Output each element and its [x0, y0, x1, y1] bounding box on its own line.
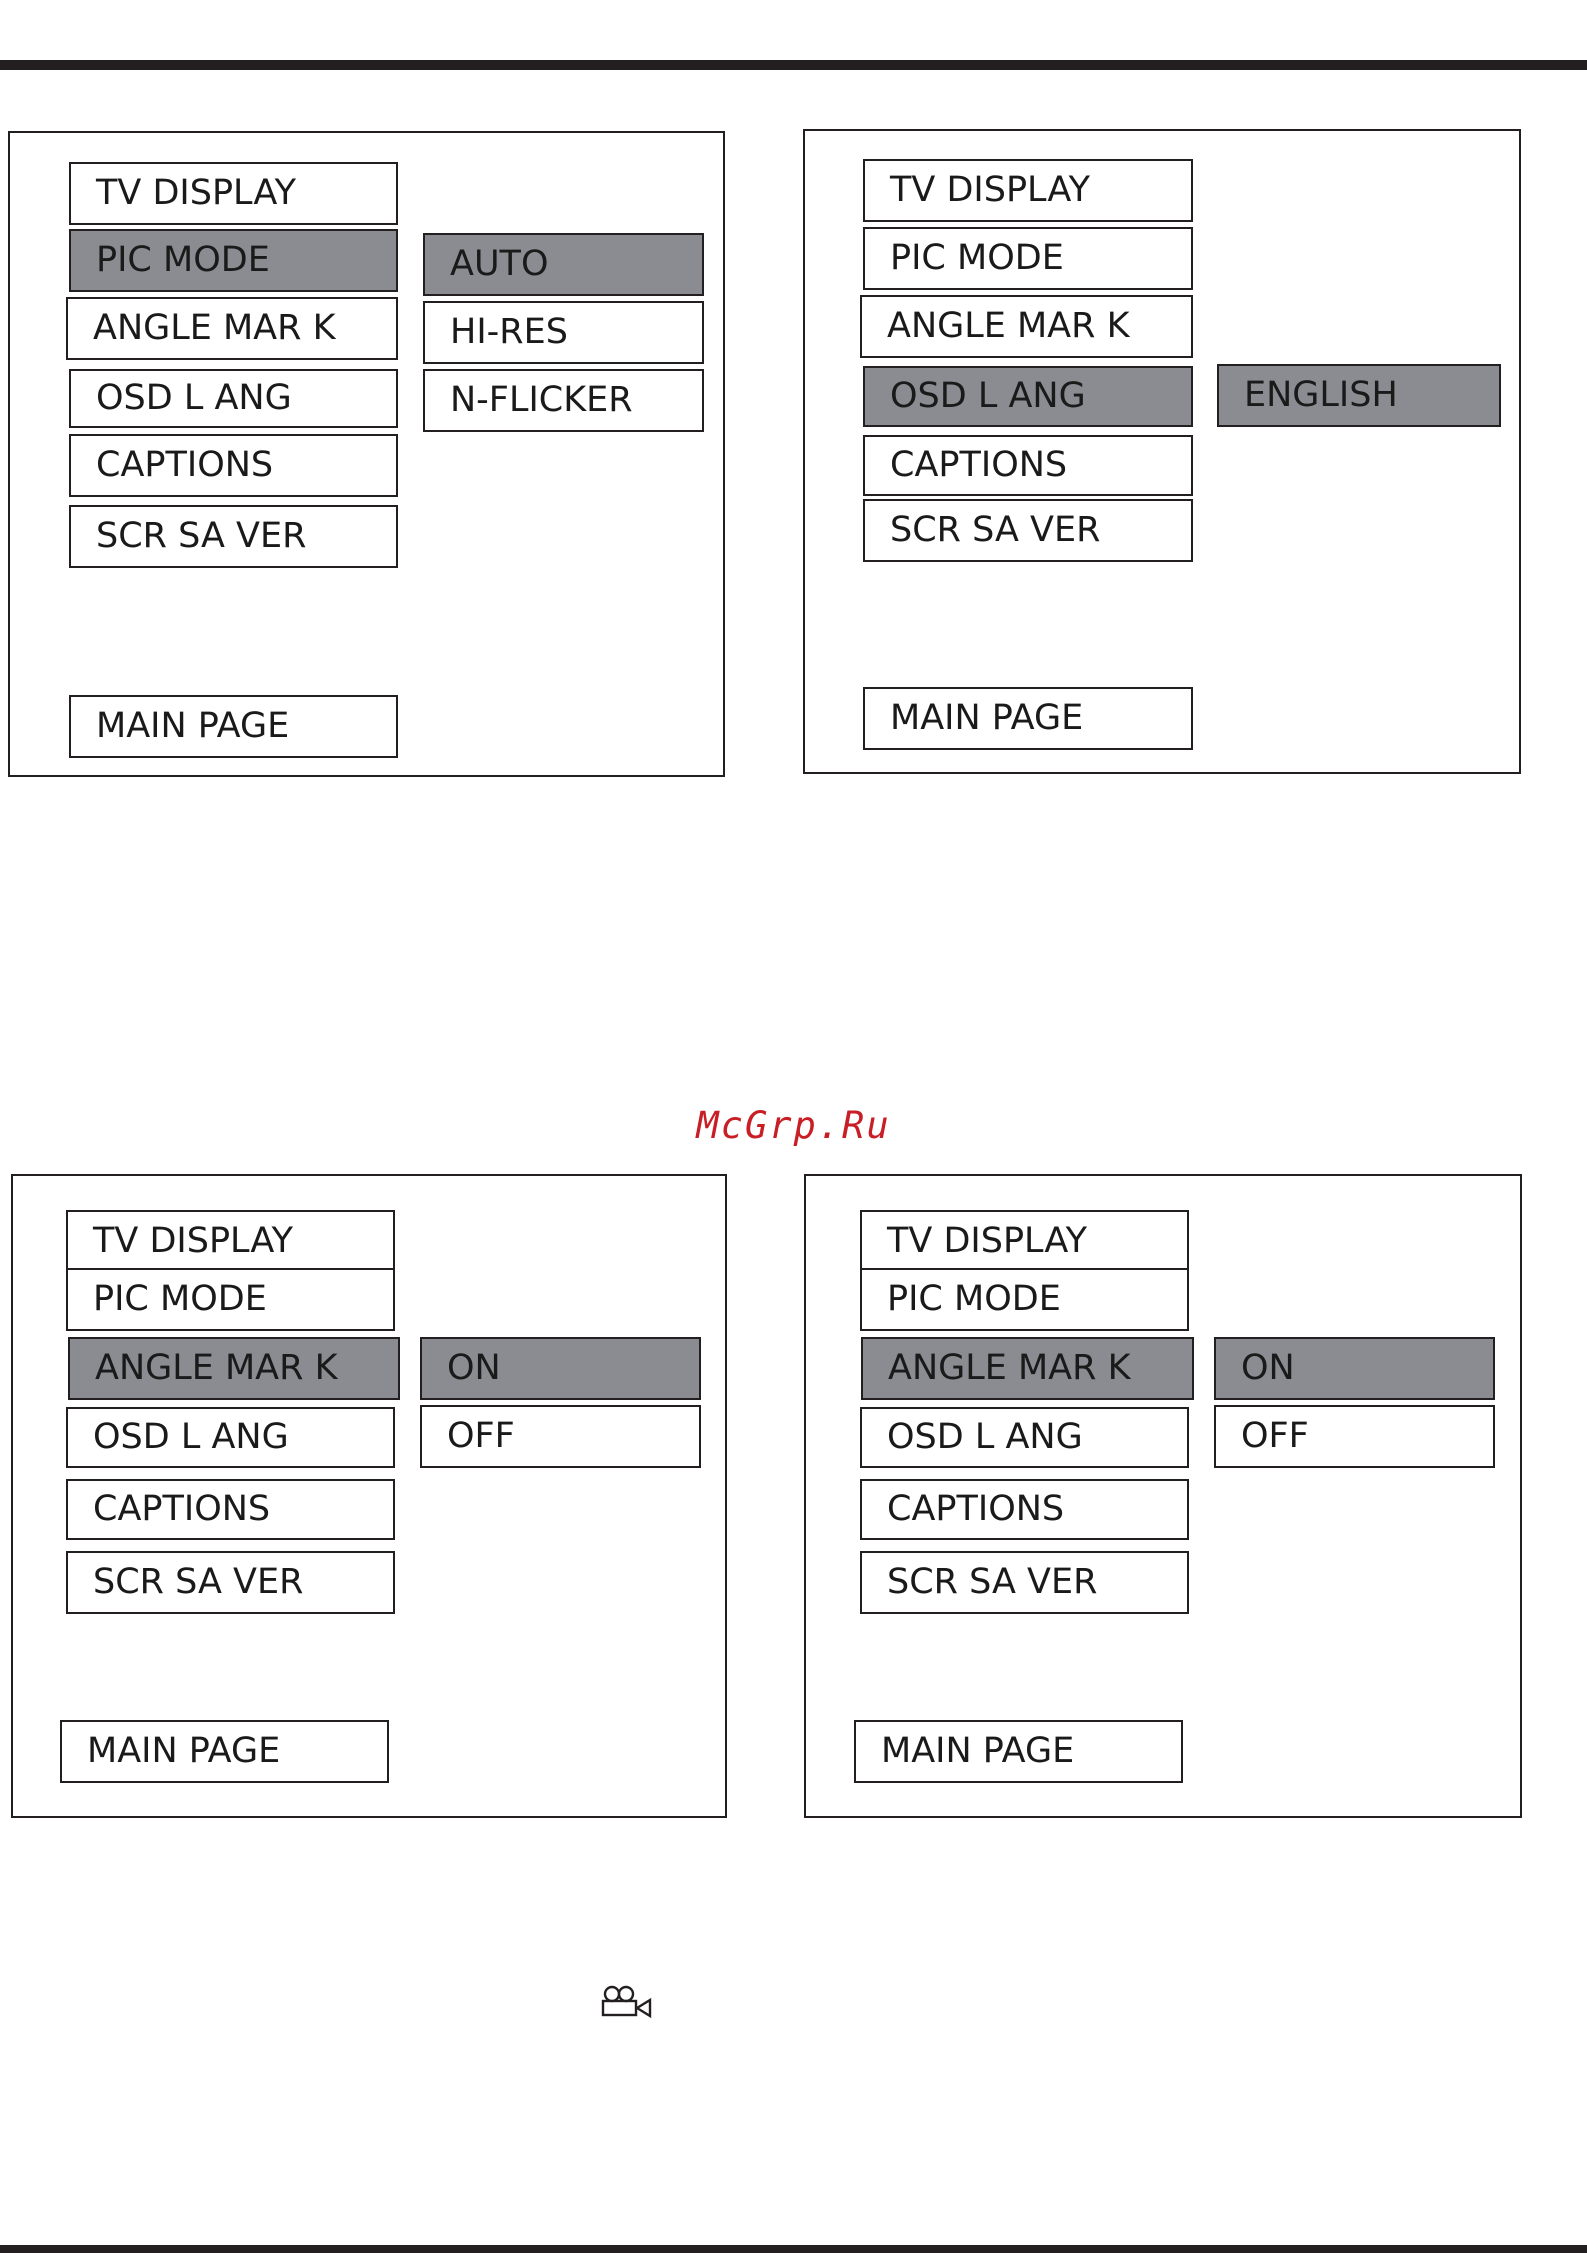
menu-item-scr-saver[interactable]: SCR SA VER: [860, 1551, 1189, 1614]
menu-item-osd-lang[interactable]: OSD L ANG: [66, 1407, 395, 1468]
top-rule: [0, 60, 1587, 70]
menu-item-pic-mode[interactable]: PIC MODE: [69, 229, 398, 292]
menu-item-osd-lang[interactable]: OSD L ANG: [69, 369, 398, 428]
menu-item-tv-display[interactable]: TV DISPLAY: [66, 1210, 395, 1273]
menu-item-scr-saver[interactable]: SCR SA VER: [66, 1551, 395, 1614]
menu-item-tv-display[interactable]: TV DISPLAY: [69, 162, 398, 225]
menu-item-angle-mark[interactable]: ANGLE MAR K: [860, 295, 1193, 358]
video-camera-icon: [600, 1985, 652, 2019]
menu-item-tv-display[interactable]: TV DISPLAY: [863, 159, 1193, 222]
watermark-text: McGrp.Ru: [696, 1104, 891, 1147]
option-auto[interactable]: AUTO: [423, 233, 704, 296]
menu-item-osd-lang[interactable]: OSD L ANG: [860, 1407, 1189, 1468]
option-hi-res[interactable]: HI-RES: [423, 301, 704, 364]
main-page-button[interactable]: MAIN PAGE: [854, 1720, 1183, 1783]
option-on[interactable]: ON: [420, 1337, 701, 1400]
bottom-rule: [0, 2245, 1587, 2253]
main-page-button[interactable]: MAIN PAGE: [69, 695, 398, 758]
option-on[interactable]: ON: [1214, 1337, 1495, 1400]
menu-item-pic-mode[interactable]: PIC MODE: [66, 1268, 395, 1331]
option-off[interactable]: OFF: [420, 1405, 701, 1468]
menu-item-osd-lang[interactable]: OSD L ANG: [863, 366, 1193, 427]
menu-item-pic-mode[interactable]: PIC MODE: [860, 1268, 1189, 1331]
menu-item-scr-saver[interactable]: SCR SA VER: [69, 505, 398, 568]
option-english[interactable]: ENGLISH: [1217, 364, 1501, 427]
menu-item-angle-mark[interactable]: ANGLE MAR K: [861, 1337, 1194, 1400]
menu-item-captions[interactable]: CAPTIONS: [863, 435, 1193, 496]
menu-item-captions[interactable]: CAPTIONS: [860, 1479, 1189, 1540]
option-off[interactable]: OFF: [1214, 1405, 1495, 1468]
main-page-button[interactable]: MAIN PAGE: [60, 1720, 389, 1783]
menu-item-pic-mode[interactable]: PIC MODE: [863, 227, 1193, 290]
menu-item-tv-display[interactable]: TV DISPLAY: [860, 1210, 1189, 1273]
menu-item-angle-mark[interactable]: ANGLE MAR K: [68, 1337, 400, 1400]
main-page-button[interactable]: MAIN PAGE: [863, 687, 1193, 750]
menu-item-captions[interactable]: CAPTIONS: [69, 434, 398, 497]
option-n-flicker[interactable]: N-FLICKER: [423, 369, 704, 432]
menu-item-angle-mark[interactable]: ANGLE MAR K: [66, 297, 398, 360]
menu-item-scr-saver[interactable]: SCR SA VER: [863, 499, 1193, 562]
menu-item-captions[interactable]: CAPTIONS: [66, 1479, 395, 1540]
